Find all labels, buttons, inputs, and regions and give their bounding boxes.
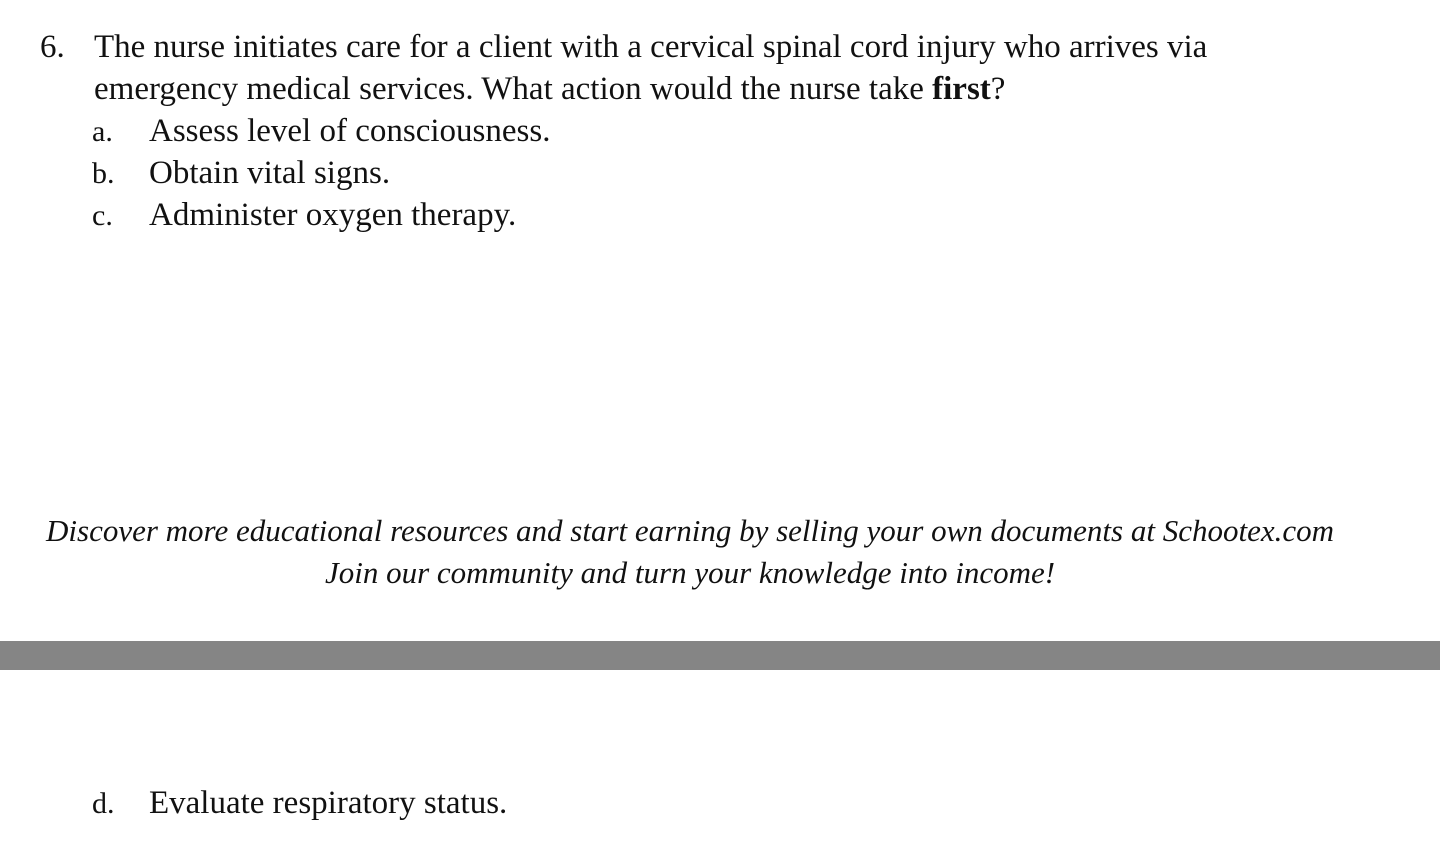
option-text: Administer oxygen therapy. [149,197,517,233]
option-b[interactable] [92,152,390,195]
question-line-2-end: ? [990,71,1006,107]
question-line-1: The nurse initiates care for a client with a cervical spinal cord injury who arrives via [94,29,1208,65]
option-letter: c. [92,199,113,232]
option-text: Obtain vital signs. [149,155,391,191]
promo-line-2: Join our community and turn your knowledge into income! [324,555,1056,590]
question-text [94,26,1414,110]
option-c[interactable] [92,194,516,237]
question-line-2 [94,68,1414,110]
option-a[interactable] [92,110,550,153]
option-text: Evaluate respiratory status. [149,785,508,821]
promo-line-1: Discover more educational resources and start earning by selling your own documents at Schootex.com [46,513,1334,548]
option-letter: b. [92,157,115,190]
page-break-bar [0,641,1440,670]
option-letter: d. [92,787,115,820]
option-d[interactable] [92,782,507,825]
promo-banner [0,510,1390,594]
option-text: Assess level of consciousness. [149,113,551,149]
option-letter: a. [92,115,113,148]
question-emphasis: first [932,71,991,107]
question-number: 6. [40,29,65,65]
question-line-2-text: emergency medical services. What action would the nurse take [94,71,933,107]
